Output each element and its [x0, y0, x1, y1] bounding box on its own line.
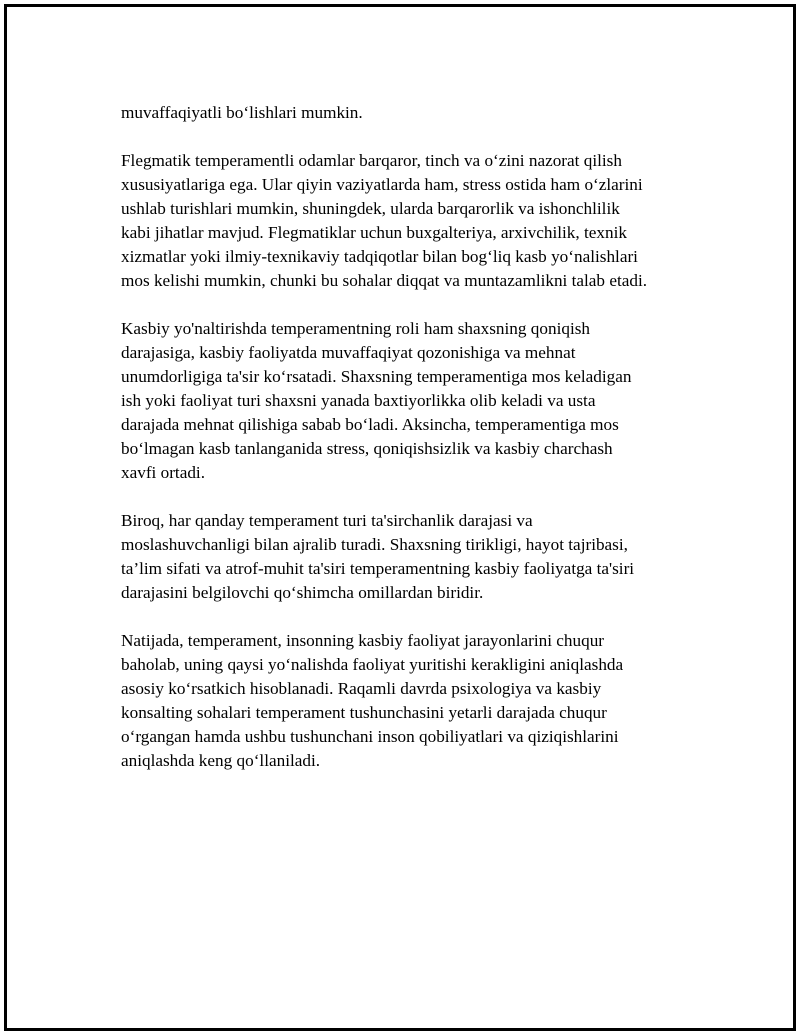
text-line: ish yoki faoliyat turi shaxsni yanada baxtiyorlikka olib keladi va usta — [121, 391, 596, 410]
text-line: asosiy ko‘rsatkich hisoblanadi. Raqamli davrda psixologiya va kasbiy — [121, 679, 602, 698]
document-body — [121, 101, 701, 797]
text-line: Flegmatik temperamentli odamlar barqaror, tinch va o‘zini nazorat qilish — [121, 151, 622, 170]
paragraph-5 — [121, 629, 701, 773]
paragraph-3 — [121, 317, 701, 485]
text-line: unumdorligiga ta'sir ko‘rsatadi. Shaxsning temperamentiga mos keladigan — [121, 367, 632, 386]
text-line: Biroq, har qanday temperament turi ta'sirchanlik darajasi va — [121, 511, 533, 530]
text-line: Natijada, temperament, insonning kasbiy faoliyat jarayonlarini chuqur — [121, 631, 605, 650]
text-line: xizmatlar yoki ilmiy-texnikaviy tadqiqotlar bilan bog‘liq kasb yo‘nalishlari — [121, 247, 638, 266]
text-line: darajasiga, kasbiy faoliyatda muvaffaqiyat qozonishiga va mehnat — [121, 343, 576, 362]
text-line: moslashuvchanligi bilan ajralib turadi. Shaxsning tirikligi, hayot tajribasi, — [121, 535, 628, 554]
text-line: xususiyatlariga ega. Ular qiyin vaziyatlarda ham, stress ostida ham o‘zlarini — [121, 175, 643, 194]
text-line: kabi jihatlar mavjud. Flegmatiklar uchun buxgalteriya, arxivchilik, texnik — [121, 223, 627, 242]
text-line: xavfi ortadi. — [121, 463, 205, 482]
text-line: o‘rgangan hamda ushbu tushunchani inson qobiliyatlari va qiziqishlarini — [121, 727, 619, 746]
text-line: bo‘lmagan kasb tanlanganida stress, qoniqishsizlik va kasbiy charchash — [121, 439, 613, 458]
text-line: darajada mehnat qilishiga sabab bo‘ladi. Aksincha, temperamentiga mos — [121, 415, 619, 434]
text-line: konsalting sohalari temperament tushunchasini yetarli darajada chuqur — [121, 703, 607, 722]
text-line: ta’lim sifati va atrof-muhit ta'siri temperamentning kasbiy faoliyatga ta'siri — [121, 559, 635, 578]
text-line: muvaffaqiyatli bo‘lishlari mumkin. — [121, 103, 363, 122]
page-frame — [4, 4, 796, 1031]
paragraph-1 — [121, 101, 701, 125]
text-line: darajasini belgilovchi qo‘shimcha omillardan biridir. — [121, 583, 484, 602]
paragraph-2 — [121, 149, 701, 293]
text-line: aniqlashda keng qo‘llaniladi. — [121, 751, 321, 770]
paragraph-4 — [121, 509, 701, 605]
text-line: ushlab turishlari mumkin, shuningdek, ularda barqarorlik va ishonchlilik — [121, 199, 620, 218]
text-line: mos kelishi mumkin, chunki bu sohalar diqqat va muntazamlikni talab etadi. — [121, 271, 648, 290]
text-line: Kasbiy yo'naltirishda temperamentning roli ham shaxsning qoniqish — [121, 319, 590, 338]
text-line: baholab, uning qaysi yo‘nalishda faoliyat yuritishi kerakligini aniqlashda — [121, 655, 624, 674]
